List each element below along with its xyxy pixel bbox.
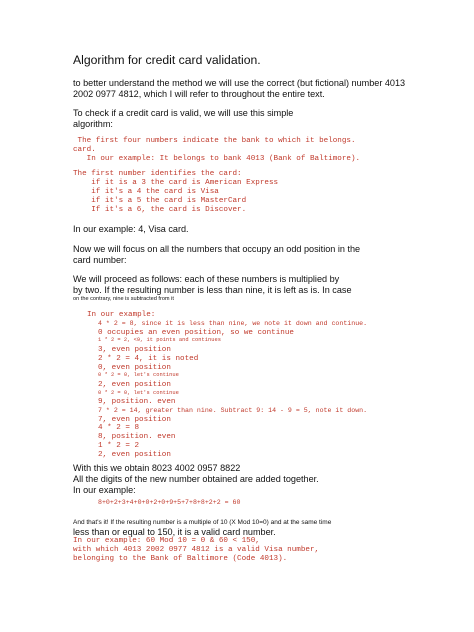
step-line: 0 * 2 = 0, let's continue — [98, 389, 179, 396]
step-line: 2 * 2 = 4, it is noted — [98, 354, 199, 363]
steps-heading: In our example: — [87, 311, 156, 319]
bank-line-3: In our example: It belongs to bank 4013 (Bank of Baltimore). — [73, 155, 361, 163]
final-line-1: In our example: 60 Mod 10 = 0 & 60 < 150, — [73, 537, 260, 545]
final-intro-line-1: And that's it! If the resulting number is a multiple of 10 (X Mod 10=0) and at the same time — [73, 519, 332, 526]
final-intro-line-2: less than or equal to 150, it is a valid card number. — [73, 527, 276, 537]
obtain-line-1: With this we obtain 8023 4002 0957 8822 — [73, 463, 241, 473]
step-line: 4 * 2 = 8, since it is less than nine, we note it down and continue. — [98, 320, 368, 327]
intro-line-2: 2002 0977 4812, which I will refer to throughout the entire text. — [73, 89, 325, 99]
final-line-3: belonging to the Bank of Baltimore (Code 4013). — [73, 555, 288, 563]
step-line: 2, even position — [98, 380, 171, 389]
identify-line-4: if it's a 5 the card is MasterCard — [73, 197, 247, 205]
odd-intro-line-2: card number: — [73, 255, 127, 265]
odd-intro-line-1: Now we will focus on all the numbers that occupy an odd position in the — [73, 244, 361, 254]
bank-line-2: card. — [73, 146, 96, 154]
example-visa: In our example: 4, Visa card. — [73, 224, 189, 234]
intro-line-1: to better understand the method we will use the correct (but fictional) number 4013 — [73, 78, 406, 88]
final-line-2: with which 4013 2002 0977 4812 is a valid Visa number, — [73, 546, 320, 554]
check-intro-line-1: To check if a credit card is valid, we will use this simple — [73, 108, 294, 118]
step-line: 4 * 2 = 8 — [98, 424, 140, 433]
step-line: 0 occupies an even position, so we continue — [98, 328, 294, 337]
identify-line-1: The first number identifies the card: — [73, 170, 242, 178]
bank-line-1: The first four numbers indicate the bank to which it belongs. — [73, 137, 356, 145]
step-line: 2, even position — [98, 450, 171, 459]
check-intro-line-2: algorithm: — [73, 119, 113, 129]
proceed-line-1: We will proceed as follows: each of these numbers is multiplied by — [73, 274, 340, 284]
sum-line: 8+0+2+3+4+0+0+2+0+9+5+7+8+8+2+2 = 60 — [98, 499, 241, 506]
proceed-line-2: by two. If the resulting number is less than nine, it is left as is. In case — [73, 285, 352, 295]
step-line: 9, position. even — [98, 398, 176, 407]
identify-line-3: if it's a 4 the card is Visa — [73, 188, 219, 196]
obtain-line-2: All the digits of the new number obtained are added together. — [73, 474, 319, 484]
identify-line-2: if it is a 3 the card is American Express — [73, 179, 279, 187]
identify-line-5: If it's a 6, the card is Discover. — [73, 206, 247, 214]
step-line: 0 * 2 = 0, let's continue — [98, 372, 179, 379]
step-line: 8, position. even — [98, 433, 176, 442]
obtain-line-3: In our example: — [73, 485, 136, 495]
step-line: 1 * 2 = 2 — [98, 441, 140, 450]
step-line: 1 * 2 = 2, <9, it points and continues — [98, 337, 221, 344]
step-line: 7 * 2 = 14, greater than nine. Subtract 9: 14 - 9 = 5, note it down. — [98, 407, 368, 414]
proceed-small-note: on the contrary, nine is subtracted from it — [73, 296, 174, 302]
step-line: 0, even position — [98, 363, 171, 372]
page-title: Algorithm for credit card validation. — [73, 53, 261, 67]
step-line: 3, even position — [98, 346, 171, 355]
step-line: 7, even position — [98, 415, 171, 424]
